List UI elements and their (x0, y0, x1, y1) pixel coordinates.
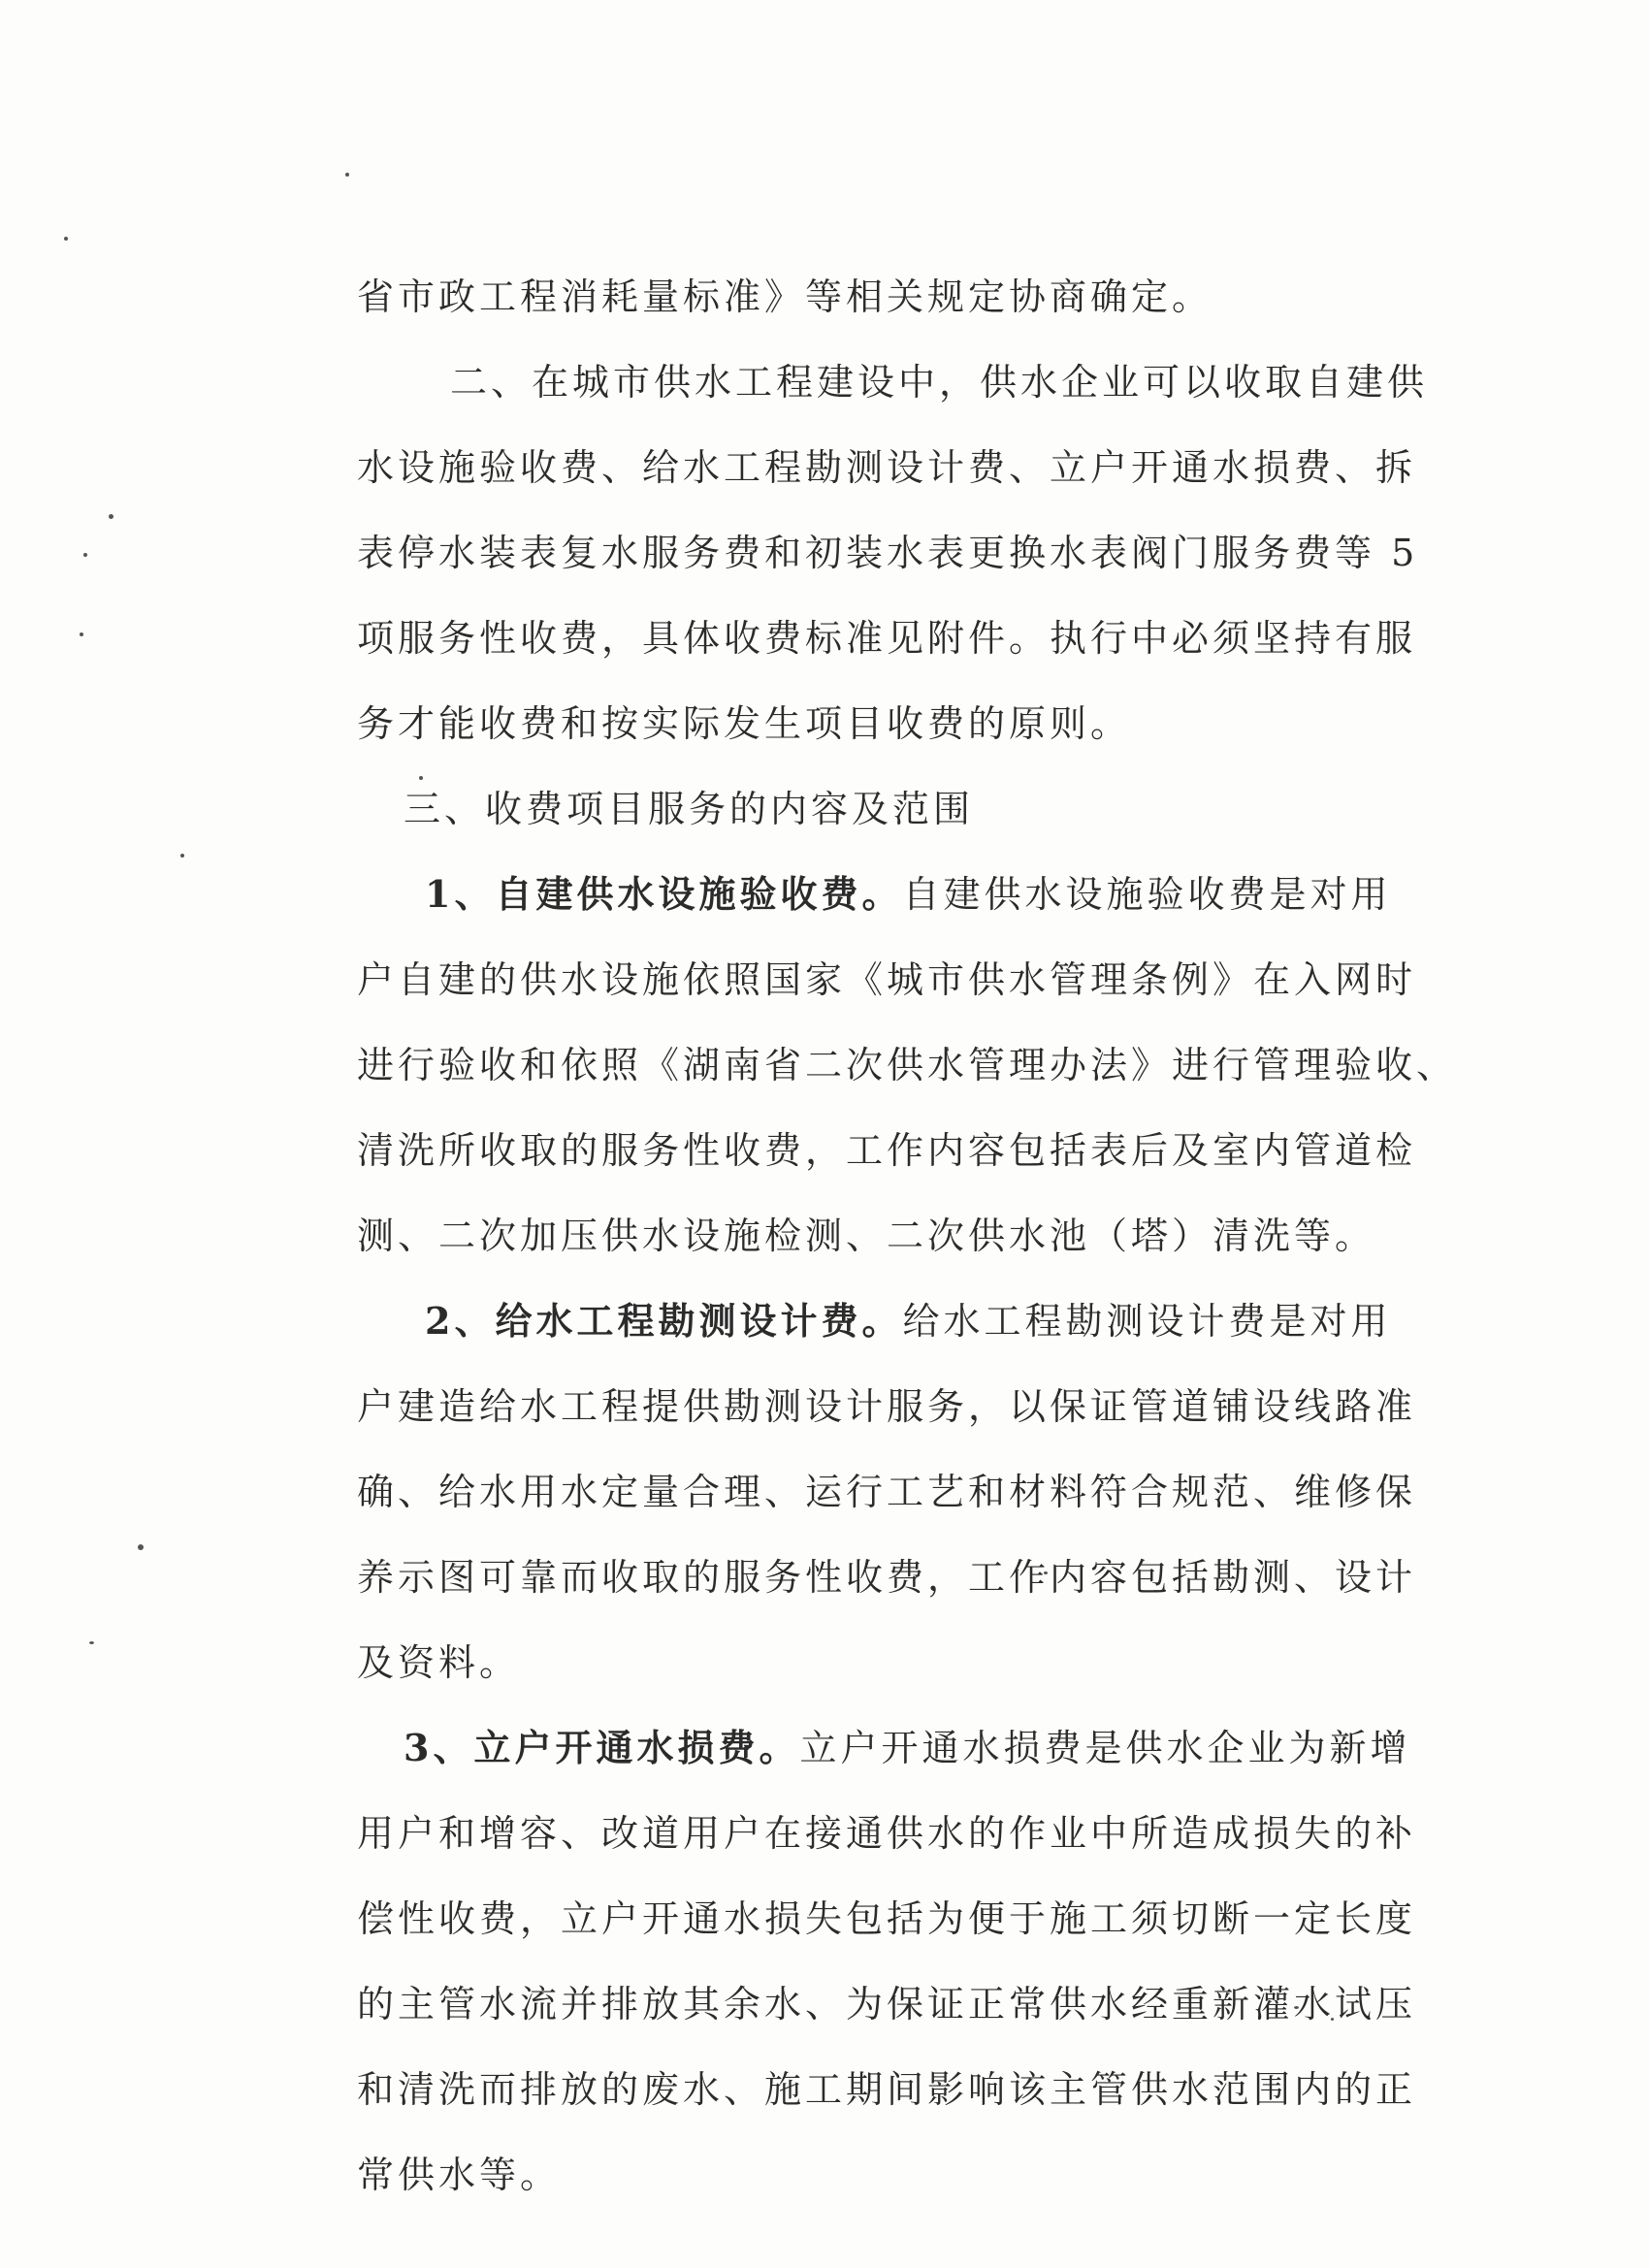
scan-speck (345, 173, 349, 177)
text-line (357, 510, 1453, 596)
scan-speck (180, 854, 184, 858)
scan-speck (89, 1641, 94, 1644)
body-text: 户自建的供水设施依照国家《城市供水管理条例》在入网时 (357, 958, 1417, 1001)
body-text: 给水工程勘测设计费是对用 (902, 1300, 1392, 1343)
body-text: 三、收费项目服务的内容及范围 (404, 788, 975, 830)
body-text: 务才能收费和按实际发生项目收费的原则。 (357, 702, 1132, 745)
document-body (357, 254, 1458, 2218)
text-line (357, 1364, 1453, 1449)
body-text: 和清洗而排放的废水、施工期间影响该主管供水范围内的正 (357, 2068, 1417, 2111)
body-text: 项服务性收费，具体收费标准见附件。执行中必须坚持有服 (357, 617, 1417, 660)
text-line (357, 937, 1453, 1022)
text-line (357, 425, 1453, 510)
body-text: 二、在城市供水工程建设中，供水企业可以收取自建供 (450, 361, 1429, 404)
body-text: 测、二次加压供水设施检测、二次供水池（塔）清洗等。 (357, 1215, 1376, 1257)
body-text: 自建供水设施验收费是对用 (902, 873, 1392, 916)
body-text: 养示图可靠而收取的服务性收费，工作内容包括勘测、设计 (357, 1556, 1417, 1599)
body-text: 确、给水用水定量合理、运行工艺和材料符合规范、维修保 (357, 1471, 1417, 1513)
body-text: 常供水等。 (357, 2154, 562, 2196)
body-text: 户建造给水工程提供勘测设计服务，以保证管道铺设线路准 (357, 1385, 1417, 1428)
body-text: 清洗所收取的服务性收费，工作内容包括表后及室内管道检 (357, 1129, 1417, 1172)
body-text: 及资料。 (357, 1641, 521, 1684)
text-line (357, 340, 1453, 425)
text-line (357, 2047, 1453, 2132)
text-line (357, 1876, 1453, 1961)
text-line (357, 1791, 1453, 1876)
scan-speck (83, 553, 87, 557)
text-line (357, 1535, 1453, 1620)
text-line (357, 2132, 1453, 2218)
text-line (357, 681, 1453, 766)
section-heading: 3、立户开通水损费。 (404, 1726, 800, 1769)
text-line (357, 1193, 1453, 1279)
text-line (357, 1108, 1453, 1193)
section-heading: 1、自建供水设施验收费。 (425, 872, 903, 916)
body-text: 的主管水流并排放其余水、为保证正常供水经重新灌水试压 (357, 1983, 1417, 2025)
text-line (357, 1620, 1453, 1705)
text-line (357, 1705, 1453, 1791)
body-text: 立户开通水损费是供水企业为新增 (799, 1727, 1411, 1769)
text-line (357, 1449, 1453, 1535)
text-line (357, 1022, 1458, 1108)
body-text: 用户和增容、改道用户在接通供水的作业中所造成损失的补 (357, 1812, 1417, 1855)
text-line (357, 1961, 1453, 2047)
body-text: 表停水装表复水服务费和初装水表更换水表阀门服务费等 5 (357, 532, 1419, 574)
scan-speck (138, 1544, 144, 1550)
text-line (357, 1279, 1453, 1364)
scan-speck (109, 514, 113, 519)
text-line (357, 254, 1453, 340)
body-text: 进行验收和依照《湖南省二次供水管理办法》进行管理验收、 (357, 1044, 1458, 1086)
text-line (357, 766, 1453, 852)
text-line (357, 596, 1453, 681)
scan-speck (80, 632, 83, 636)
text-line (357, 852, 1453, 937)
body-text: 省市政工程消耗量标准》等相关规定协商确定。 (357, 275, 1213, 318)
body-text: 偿性收费，立户开通水损失包括为便于施工须切断一定长度 (357, 1897, 1417, 1940)
section-heading: 2、给水工程勘测设计费。 (425, 1299, 903, 1343)
body-text: 水设施验收费、给水工程勘测设计费、立户开通水损费、拆 (357, 446, 1417, 489)
scan-speck (64, 237, 68, 241)
